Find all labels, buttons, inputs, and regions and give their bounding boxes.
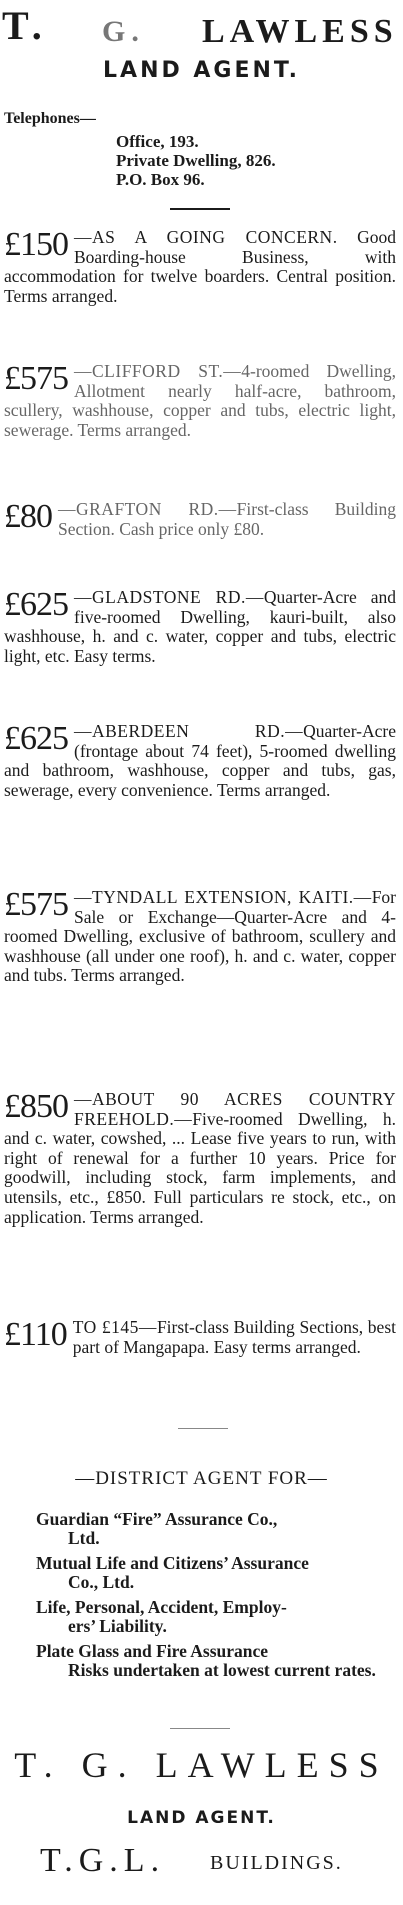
agency-line-continued: Ltd.: [68, 1528, 100, 1548]
listing-price: £150: [4, 226, 68, 263]
listing-price: £575: [4, 886, 68, 923]
listing-body: Good Boarding-house Business, with accommodation for twelve boarders. Central position. Terms arranged.: [4, 227, 397, 306]
masthead-surname: LAWLESS: [202, 13, 398, 50]
divider: [170, 1728, 230, 1729]
footer-name: T. G. LAWLESS: [14, 1745, 389, 1785]
divider: [170, 208, 230, 210]
phone-private: Private Dwelling, 826.: [116, 151, 276, 170]
agency-line: Life, Personal, Accident, Employ-: [36, 1597, 287, 1617]
listing-body: First-class Building Section. Cash price only £80.: [58, 499, 396, 539]
listing-price: £850: [4, 1088, 68, 1125]
agency-line: Plate Glass and Fire Assurance: [36, 1641, 269, 1661]
agency-line: Guardian “Fire” Assurance Co.,: [36, 1509, 278, 1529]
district-agent-heading: —DISTRICT AGENT FOR—: [75, 1468, 328, 1489]
footer-tgl: T.G.L.: [40, 1842, 166, 1879]
agency-item: [36, 1642, 398, 1680]
divider: [178, 1428, 228, 1429]
listing-body: Quarter-Acre (frontage about 74 feet), 5-roomed dwelling and bathroom, washhouse, copper and tubs, gas, sewerage, every convenience. Terms arranged.: [4, 721, 396, 800]
listing-lead: —AS A GOING CONCERN.: [74, 227, 338, 247]
listing-lead: —GLADSTONE RD.—: [74, 587, 264, 607]
masthead: [2, 2, 401, 52]
footer-subtitle: LAND AGENT.: [127, 1808, 276, 1828]
listing-price: £625: [4, 586, 68, 623]
listing-price: £80: [4, 498, 52, 535]
listing-lead: TO £145—: [72, 1317, 157, 1337]
agency-line: Mutual Life and Citizens’ Assurance: [36, 1553, 309, 1573]
listing-2: [4, 362, 396, 440]
telephones-label: Telephones—: [4, 110, 96, 127]
listing-lead: —ABERDEEN RD.—: [74, 721, 304, 741]
listing-body: Quarter-Acre and five-roomed Dwelling, kauri-built, also washhouse, h. and c. water, copper and tubs, electric light, etc. Easy terms.: [4, 587, 396, 666]
listing-5: [4, 722, 396, 800]
listing-body: For Sale or Exchange—Quarter-Acre and 4-roomed Dwelling, exclusive of bathroom, scullery and washhouse (all under one roof), h. and c. water, copper and tubs. Terms arranged.: [4, 887, 396, 986]
agency-item: [36, 1598, 398, 1636]
agency-line-continued: Co., Ltd.: [68, 1572, 135, 1592]
listing-price: £110: [4, 1316, 67, 1353]
agency-item: [36, 1510, 398, 1548]
agency-item: [36, 1554, 398, 1592]
listing-6: [4, 888, 396, 986]
footer-buildings: BUILDINGS.: [210, 1852, 343, 1874]
subtitle: LAND AGENT.: [103, 58, 300, 83]
listing-lead: —CLIFFORD ST.—: [74, 361, 242, 381]
listing-body: Five-roomed Dwelling, h. and c. water, cowshed, ... Lease five years to run, with right of renewal for a further 10 years. Price for goodwill, including stock, farm implements, and utensils, etc., £850. Full particulars re stock, etc., on application. Terms arranged.: [4, 1108, 396, 1227]
listing-7: [4, 1090, 396, 1227]
listing-8: [4, 1318, 396, 1357]
masthead-initial-t: T.: [2, 3, 48, 48]
listing-body: 4-roomed Dwelling, Allotment nearly half-acre, bathroom, scullery, washhouse, copper and tubs, electric light, sewerage. Terms arranged.: [4, 361, 396, 440]
masthead-initial-g: G.: [102, 15, 145, 48]
listing-lead: —GRAFTON RD.—: [58, 499, 237, 519]
listing-body: First-class Building Sections, best part of Mangapapa. Easy terms arranged.: [72, 1317, 396, 1357]
listing-lead: —ABOUT 90 ACRES COUNTRY FREEHOLD.—: [74, 1089, 396, 1129]
agency-line-continued: Risks undertaken at lowest current rates.: [68, 1660, 376, 1680]
listing-3: [4, 500, 396, 539]
listing-4: [4, 588, 396, 666]
phone-office: Office, 193.: [116, 132, 199, 151]
listing-1: [4, 228, 396, 306]
agency-line-continued: ers’ Liability.: [68, 1616, 167, 1636]
listing-price: £625: [4, 720, 68, 757]
po-box: P.O. Box 96.: [116, 170, 205, 189]
agency-list: [36, 1510, 398, 1680]
listing-price: £575: [4, 360, 68, 397]
listing-lead: —TYNDALL EXTENSION, KAITI.—: [74, 887, 372, 907]
